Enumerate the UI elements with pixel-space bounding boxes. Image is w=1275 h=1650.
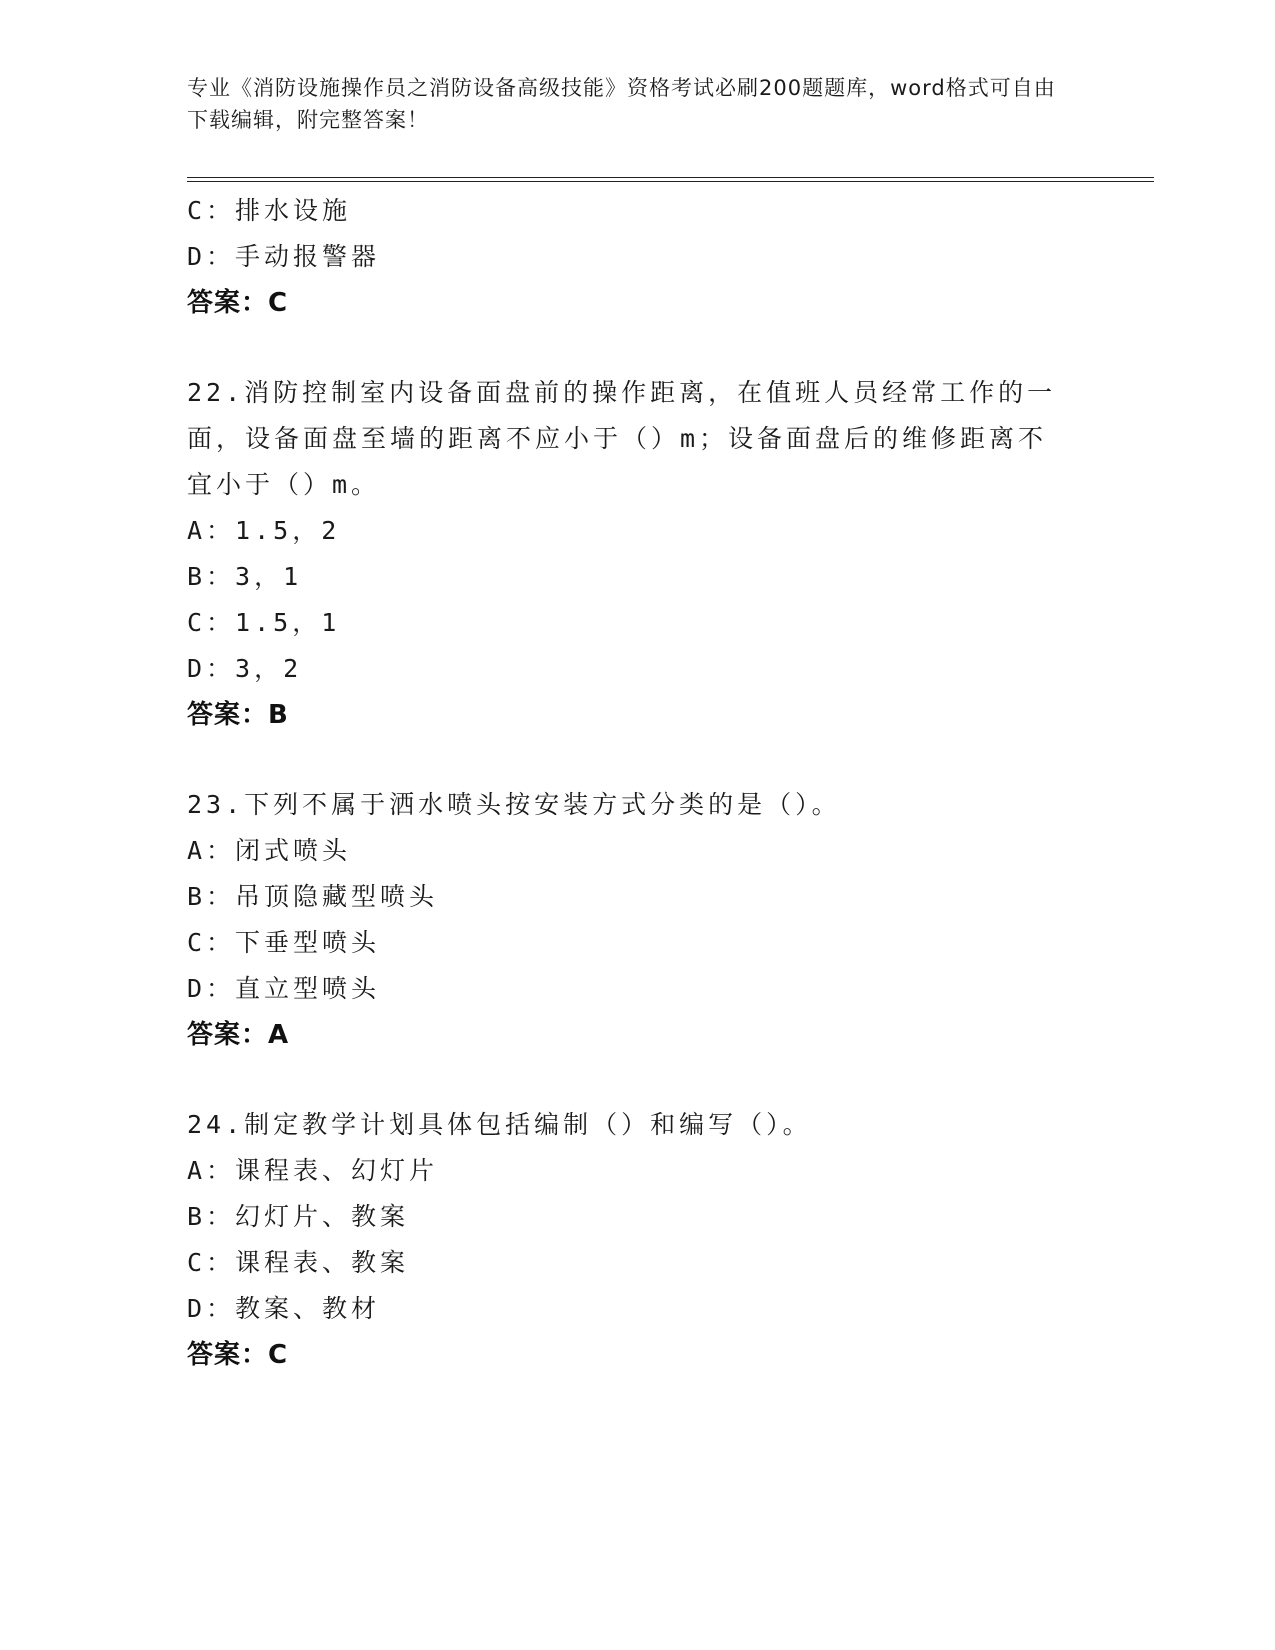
option-d: D：直立型喷头 xyxy=(187,974,381,1003)
option-d: D：手动报警器 xyxy=(187,242,381,271)
question-block-23 xyxy=(187,782,1087,1058)
question-text: 23.下列不属于洒水喷头按安装方式分类的是（）。 xyxy=(187,790,841,819)
option-c: C：1.5，1 xyxy=(187,608,341,637)
answer-line: 答案：C xyxy=(187,288,289,318)
question-text: 22.消防控制室内设备面盘前的操作距离，在值班人员经常工作的一面，设备面盘至墙的距离不应小于（）m；设备面盘后的维修距离不宜小于（）m。 xyxy=(187,378,1057,499)
option-b: B：3，1 xyxy=(187,562,303,591)
option-c: C：课程表、教案 xyxy=(187,1248,410,1277)
option-c: C：下垂型喷头 xyxy=(187,928,381,957)
answer-line: 答案：B xyxy=(187,700,289,730)
option-c: C：排水设施 xyxy=(187,196,352,225)
header-rule-top xyxy=(187,177,1154,178)
question-block-prev xyxy=(187,188,1087,326)
question-block-24 xyxy=(187,1102,1087,1378)
option-a: A：闭式喷头 xyxy=(187,836,352,865)
answer-line: 答案：C xyxy=(187,1340,289,1370)
option-d: D：教案、教材 xyxy=(187,1294,381,1323)
document-header: 专业《消防设施操作员之消防设备高级技能》资格考试必刷200题题库，word格式可自由下载编辑，附完整答案！ xyxy=(187,76,1056,132)
header-rule-bottom xyxy=(187,181,1154,182)
option-b: B：吊顶隐藏型喷头 xyxy=(187,882,439,911)
option-b: B：幻灯片、教案 xyxy=(187,1202,410,1231)
question-list xyxy=(187,188,1087,1378)
answer-line: 答案：A xyxy=(187,1020,290,1050)
option-a: A：1.5，2 xyxy=(187,516,341,545)
question-block-22 xyxy=(187,370,1087,738)
option-a: A：课程表、幻灯片 xyxy=(187,1156,439,1185)
option-d: D：3，2 xyxy=(187,654,303,683)
question-text: 24.制定教学计划具体包括编制（）和编写（）。 xyxy=(187,1110,812,1139)
